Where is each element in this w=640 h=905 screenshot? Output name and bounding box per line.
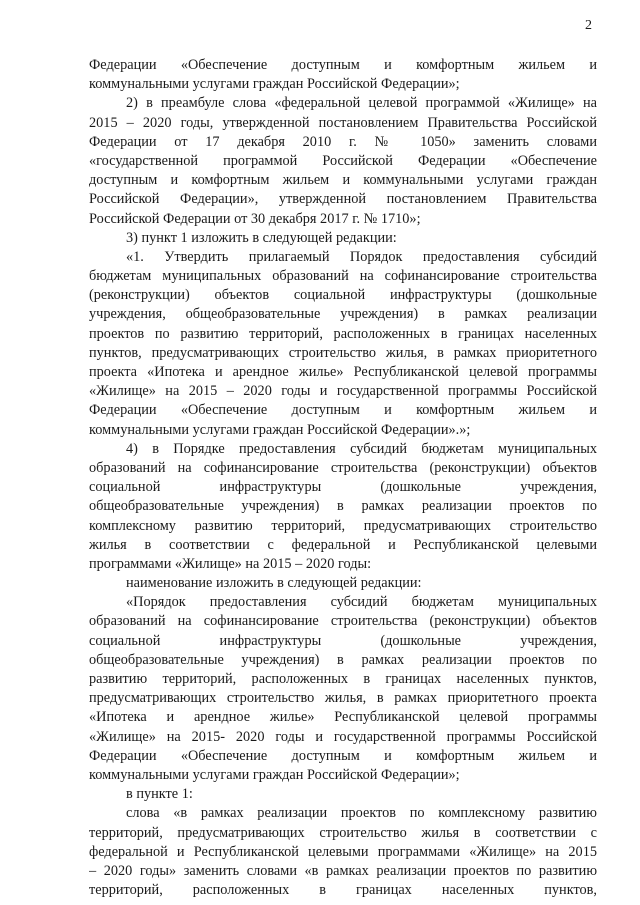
text-line: территорий, расположенных в границах населенных пунктов,	[89, 882, 597, 899]
text-line: Федерации «Обеспечение доступным и комфортным жильем и	[89, 747, 597, 764]
text-line: 2015 – 2020 годы, утвержденной постановлением Правительства Российской	[89, 114, 597, 131]
text-line: коммунальными услугами граждан Российской Федерации»;	[89, 766, 460, 783]
text-line: бюджетам муниципальных образований на софинансирование строительства	[89, 268, 597, 285]
text-line: Федерации «Обеспечение доступным и комфортным жильем и	[89, 57, 597, 73]
text-line: 4) в Порядке предоставления субсидий бюджетам муниципальных	[126, 440, 597, 457]
text-line: (реконструкции) объектов социальной инфраструктуры (дошкольные	[89, 287, 597, 304]
text-line: доступным и комфортным жильем и коммунальными услугами граждан	[89, 172, 597, 189]
text-line: Федерации «Обеспечение доступным и комфортным жильем и	[89, 402, 597, 419]
text-line: комплексному развитию территорий, предусматривающих строительство	[89, 517, 597, 534]
text-line: «Порядок предоставления субсидий бюджетам муниципальных	[126, 594, 597, 611]
text-line: «Жилище» на 2015 – 2020 годы и государственной программы Российской	[89, 383, 597, 400]
text-line: коммунальными услугами граждан Российской Федерации».»;	[89, 421, 471, 438]
text-line: наименование изложить в следующей редакции:	[126, 575, 422, 592]
text-line: образований на софинансирование строительства (реконструкции) объектов	[89, 459, 597, 476]
text-line: «Ипотека и арендное жилье» Республиканской целевой программы	[89, 709, 597, 726]
text-line: проектов по развитию территорий, расположенных в границах населенных	[89, 325, 597, 342]
text-line: «Жилище» на 2015- 2020 годы и государственной программы Российской	[89, 728, 597, 745]
text-line: территорий, предусматривающих строительство жилья в соответствии с	[89, 824, 597, 841]
text-line: слова «в рамках реализации проектов по комплексному развитию	[126, 805, 597, 822]
text-line: Федерации от 17 декабря 2010 г. № 1050» заменить словами	[89, 133, 597, 150]
text-line: общеобразовательные учреждения) в рамках реализации проектов по	[89, 651, 597, 668]
text-line: 2) в преамбуле слова «федеральной целевой программой «Жилище» на	[126, 95, 597, 112]
text-line: 3) пункт 1 изложить в следующей редакции:	[126, 229, 397, 246]
text-line: общеобразовательные учреждения) в рамках реализации проектов по	[89, 498, 597, 515]
text-line: «1. Утвердить прилагаемый Порядок предоставления субсидий	[126, 248, 597, 265]
text-line: развитию территорий, расположенных в границах населенных пунктов,	[89, 671, 597, 687]
body-text	[89, 56, 597, 900]
text-line: жилья в соответствии с федеральной и Республиканской целевыми	[89, 536, 597, 553]
text-line: «государственной программой Российской Федерации «Обеспечение	[89, 152, 597, 169]
text-line: учреждения, общеобразовательные учреждения) в рамках реализации	[89, 306, 597, 323]
text-line: предусматривающих строительство жилья, в рамках приоритетного проекта	[89, 690, 597, 707]
text-line: пунктов, предусматривающих строительство жилья, в рамках приоритетного	[89, 344, 597, 361]
text-line: социальной инфраструктуры (дошкольные учреждения,	[89, 632, 597, 649]
text-line: в пункте 1:	[126, 786, 193, 803]
text-line: образований на софинансирование строительства (реконструкции) объектов	[89, 613, 597, 630]
text-line: коммунальными услугами граждан Российской Федерации»;	[89, 76, 460, 93]
text-line: – 2020 годы» заменить словами «в рамках реализации проектов по развитию	[89, 862, 597, 879]
page-number: 2	[585, 18, 592, 33]
text-line: программами «Жилище» на 2015 – 2020 годы:	[89, 555, 372, 572]
text-line: федеральной и Республиканской целевыми программами «Жилище» на 2015	[89, 843, 597, 860]
text-line: Российской Федерации», утвержденной постановлением Правительства	[89, 191, 597, 208]
text-line: проекта «Ипотека и арендное жилье» Республиканской целевой программы	[89, 364, 597, 380]
text-line: социальной инфраструктуры (дошкольные учреждения,	[89, 479, 597, 496]
text-line: Российской Федерации от 30 декабря 2017 г. № 1710»;	[89, 210, 421, 227]
